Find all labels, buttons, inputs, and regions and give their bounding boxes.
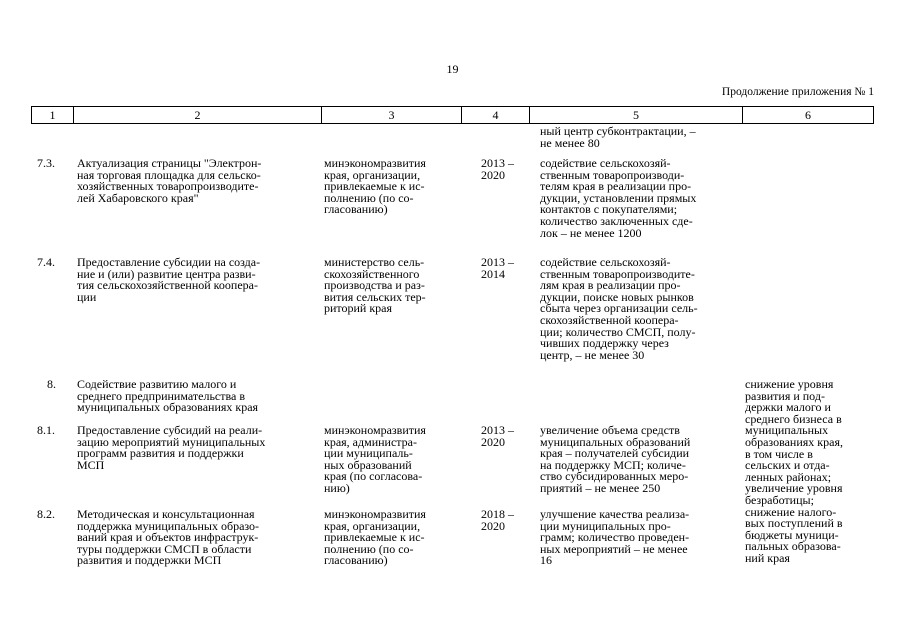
text-line: 2020 (481, 167, 505, 182)
row-8-2-executors (324, 509, 426, 567)
text-line: чивших поддержку через (540, 336, 669, 351)
text-line: ний края (745, 550, 790, 565)
text-line: снижение уровня (745, 377, 834, 391)
text-line: ние и (или) развитие центра разви- (77, 266, 256, 281)
header-col-1: 1 (49, 108, 56, 122)
header-col-4: 4 (492, 108, 499, 122)
text-line: 2014 (481, 266, 505, 281)
text-line: держки малого и (745, 400, 831, 415)
text-line: края, организации, (324, 167, 421, 182)
text-line: минэкономразвития (324, 507, 426, 521)
row-8-2-description (77, 509, 259, 567)
text-line: пальных образова- (745, 539, 841, 554)
text-line: края – получателей субсидии (540, 446, 690, 461)
text-line: ство субсидированных меро- (540, 469, 689, 484)
row-8-description (77, 379, 258, 414)
header-col-6: 6 (805, 108, 811, 122)
text-line: скохозяйственной коопера- (540, 312, 679, 327)
text-line: не менее 80 (540, 135, 600, 150)
text-line: 2020 (481, 434, 505, 449)
text-line: хозяйственных товаропроизводите- (77, 179, 259, 194)
row-8-1-description (77, 425, 265, 471)
text-line: вых поступлений в (745, 516, 843, 531)
text-line: минэкономразвития (324, 423, 426, 437)
row-8-1-executors (324, 425, 426, 495)
text-line: привлекаемые к ис- (324, 530, 425, 545)
row-8-number: 8. (47, 377, 56, 391)
row-7-4-number: 7.4. (37, 255, 55, 269)
text-line: телям края в реализации про- (540, 179, 692, 194)
text-line: программ развития и поддержки (77, 446, 244, 461)
row-7-3-result (540, 158, 696, 239)
header-col-3: 3 (388, 108, 395, 122)
text-line: 2013 – (481, 423, 514, 437)
text-line: Предоставление субсидий на реали- (77, 423, 263, 437)
text-line: 2020 (481, 518, 505, 533)
text-line: дукции, установлении прямых (540, 190, 697, 205)
text-line: министерство сель- (324, 255, 425, 269)
text-line: ных образований (324, 457, 412, 472)
text-line: лок – не менее 1200 (540, 225, 642, 240)
row-7-4-executors (324, 257, 426, 315)
text-line: приятий – не менее 250 (540, 480, 661, 495)
text-line: снижение налого- (745, 504, 837, 519)
text-line: муниципальных (745, 423, 829, 438)
text-line: ции муниципаль- (324, 446, 413, 461)
text-line: ваний края и объектов инфраструк- (77, 530, 259, 545)
text-line: тия сельскохозяйственной коопера- (77, 278, 258, 293)
text-line: Методическая и консультационная (77, 507, 255, 521)
row-8-1-period (481, 425, 514, 448)
text-line: ции муниципальных про- (540, 518, 671, 533)
text-line: муниципальных образований (540, 434, 691, 449)
text-line: в том числе в (745, 446, 813, 461)
text-line: на поддержку МСП; количе- (540, 457, 686, 472)
row-7-3-executors (324, 158, 426, 216)
row-8-2-result (540, 509, 689, 567)
text-line: Предоставление субсидии на созда- (77, 255, 261, 269)
text-line: муниципальных образованиях края (77, 400, 259, 415)
table-header-row (31, 106, 874, 124)
row-7-4-result (540, 257, 698, 361)
text-line: ная торговая площадка для сельско- (77, 167, 261, 182)
text-line: нию) (324, 480, 350, 495)
text-line: лям края в реализации про- (540, 278, 681, 293)
row-8-2-period (481, 509, 514, 532)
header-col-5: 5 (633, 108, 639, 122)
header-col-2: 2 (194, 108, 201, 122)
text-line: полнению (по со- (324, 190, 414, 205)
row-8-2-number: 8.2. (37, 507, 55, 521)
text-line: МСП (77, 457, 105, 472)
row-8-1-number: 8.1. (37, 423, 55, 437)
text-line: образованиях края, (745, 434, 843, 449)
text-line: гласованию) (324, 202, 388, 217)
text-line: края, организации, (324, 518, 421, 533)
row-7-3-period (481, 158, 514, 181)
text-line: вития сельских тер- (324, 289, 426, 304)
row-7-3-description (77, 158, 261, 204)
text-line: ции; количество СМСП, полу- (540, 324, 696, 339)
text-line: производства и раз- (324, 278, 425, 293)
text-line: грамм; количество проведен- (540, 530, 690, 545)
row-7-3-number: 7.3. (37, 156, 55, 170)
text-line: 2018 – (481, 507, 514, 521)
text-line: ленных районах; (745, 469, 832, 484)
text-line: туры поддержки СМСП в области (77, 541, 252, 556)
section-8-impact (745, 379, 843, 565)
text-line: содействие сельскохозяй- (540, 255, 671, 269)
text-line: безработицы; (745, 492, 814, 507)
text-line: гласованию) (324, 553, 388, 568)
text-line: увеличение уровня (745, 481, 843, 496)
text-line: центр, – не менее 30 (540, 347, 645, 362)
continuation-label: Продолжение приложения № 1 (721, 86, 874, 98)
text-line: 2013 – (481, 255, 514, 269)
text-line: среднего предпринимательства в (77, 388, 245, 403)
text-line: края, администра- (324, 434, 418, 449)
text-line: ции (77, 289, 97, 304)
text-line: ных мероприятий – не менее (540, 541, 688, 556)
row-8-1-result (540, 425, 690, 495)
text-line: минэкономразвития (324, 156, 426, 170)
text-line: края (по согласова- (324, 469, 423, 484)
text-line: лей Хабаровского края" (77, 190, 199, 205)
text-line: сельских и отда- (745, 458, 830, 473)
text-line: содействие сельскохозяй- (540, 156, 671, 170)
text-line: контактов с покупателями; (540, 202, 678, 217)
text-line: ственным товаропроизводите- (540, 266, 695, 281)
row-7-4-description (77, 257, 260, 303)
text-line: риторий края (324, 301, 393, 316)
text-line: развития и поддержки МСП (77, 553, 222, 568)
text-line: ный центр субконтрактации, – (540, 124, 696, 138)
text-line: ственным товаропроизводи- (540, 167, 685, 182)
text-line: привлекаемые к ис- (324, 179, 425, 194)
text-line: Содействие развитию малого и (77, 377, 237, 391)
text-line: 2013 – (481, 156, 514, 170)
text-line: сбыта через организации сель- (540, 301, 698, 316)
text-line: развития и под- (745, 388, 825, 403)
text-line: Актуализация страницы "Электрон- (77, 156, 262, 170)
page-number: 19 (446, 62, 459, 76)
text-line: дукции, поиске новых рынков (540, 289, 694, 304)
row-7-4-period (481, 257, 514, 280)
text-line: полнению (по со- (324, 541, 414, 556)
text-line: количество заключенных сде- (540, 213, 693, 228)
text-line: бюджеты муници- (745, 527, 839, 542)
text-line: 16 (540, 553, 552, 568)
text-line: поддержка муниципальных образо- (77, 518, 260, 533)
carryover-col5 (540, 126, 696, 149)
text-line: улучшение качества реализа- (540, 507, 690, 521)
text-line: скохозяйственного (324, 266, 420, 281)
text-line: увеличение объема средств (540, 423, 680, 437)
text-line: среднего бизнеса в (745, 411, 842, 426)
text-line: зацию мероприятий муниципальных (77, 434, 266, 449)
